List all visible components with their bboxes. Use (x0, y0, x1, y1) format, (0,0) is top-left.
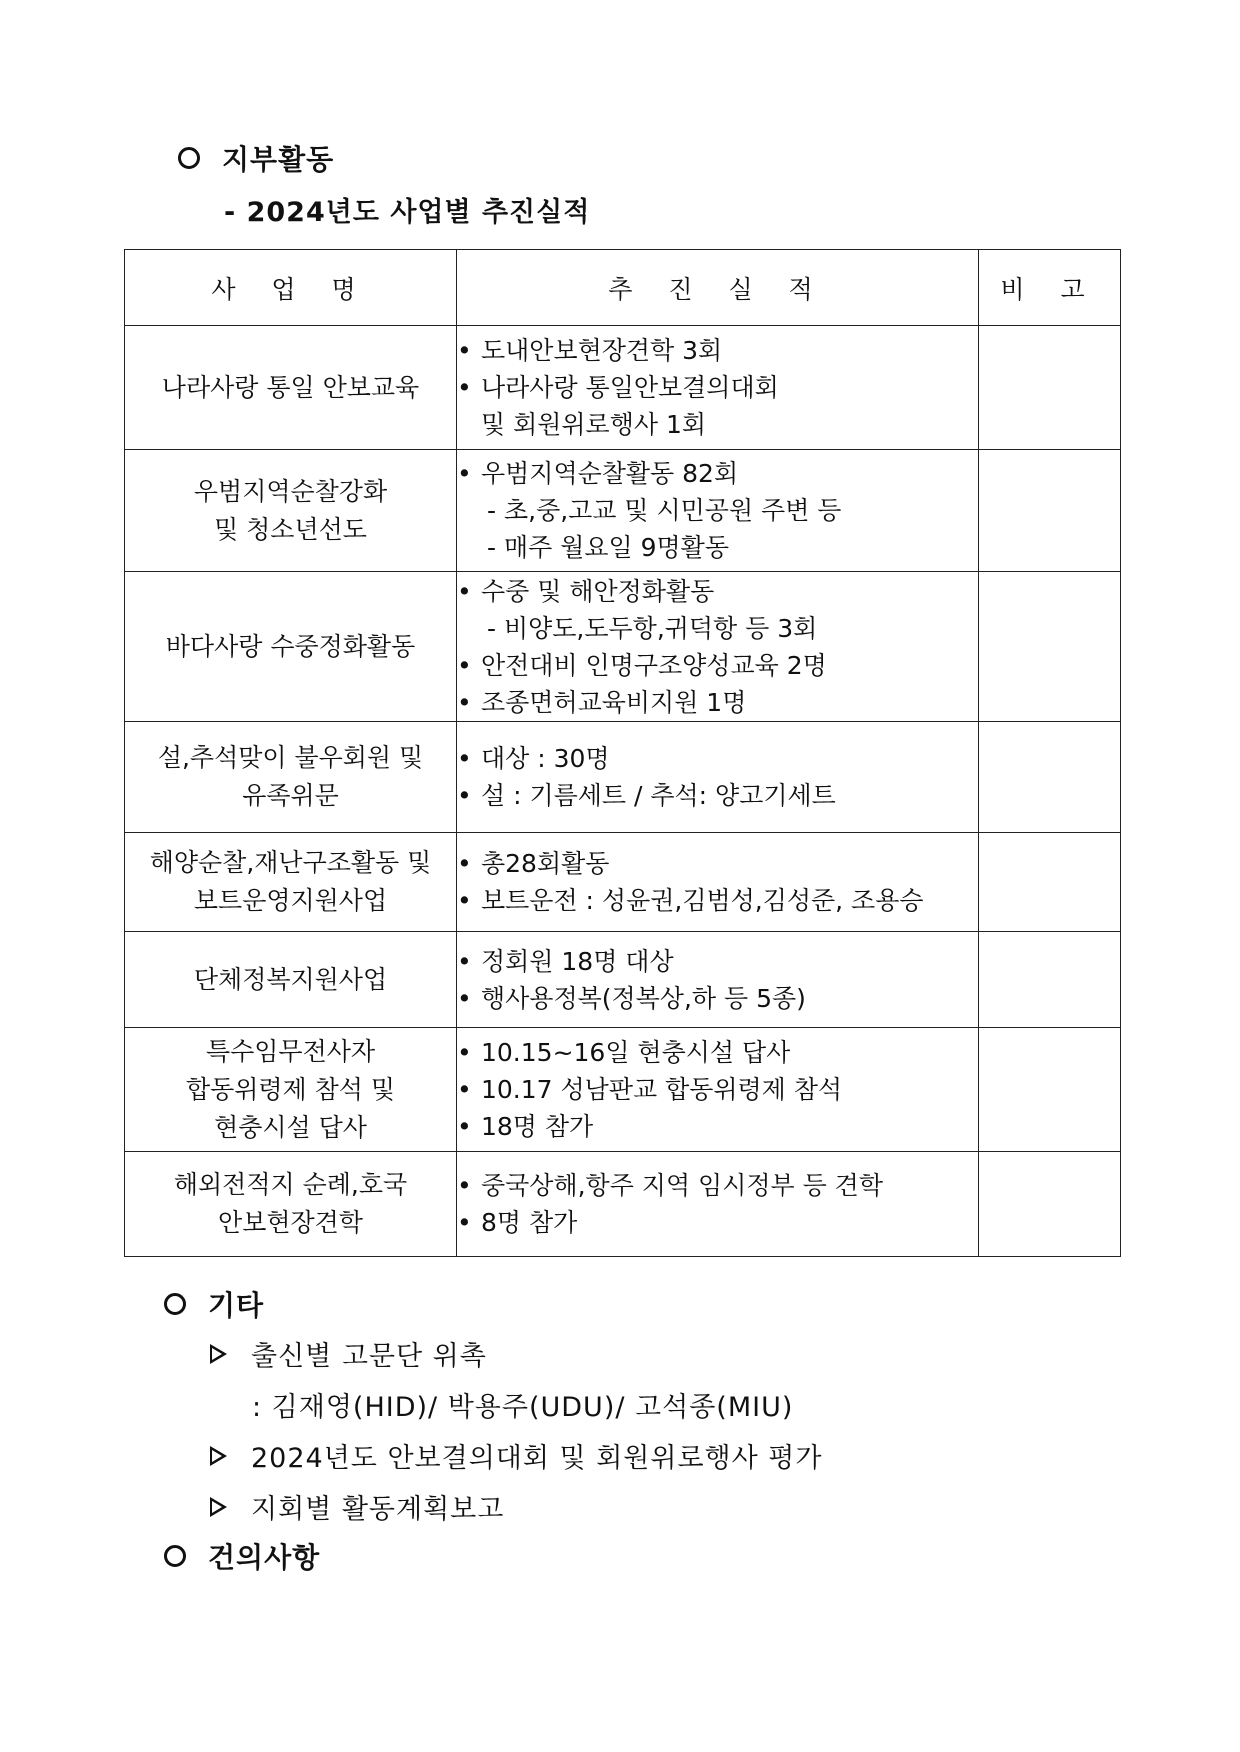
note-cell (979, 932, 1121, 1028)
performance-line (457, 529, 978, 566)
circle-bullet-icon (164, 1293, 186, 1315)
performance-cell (457, 722, 979, 833)
etc-item-text: 지회별 활동계획보고 (251, 1494, 505, 1525)
business-name-cell (125, 450, 457, 572)
business-name-line: 현충시설 답사 (214, 1112, 367, 1142)
note-cell (979, 326, 1121, 450)
business-name-cell (125, 326, 457, 450)
bullet-dot-icon: • (457, 1171, 472, 1200)
business-name-cell (125, 1028, 457, 1152)
etc-item-text: 출신별 고문단 위촉 (251, 1341, 487, 1372)
bullet-dot-icon: • (457, 781, 472, 810)
business-name-line: 설,추석맞이 불우회원 및 (157, 743, 424, 772)
note-cell (979, 1152, 1121, 1257)
business-name-line: 보트운영지원사업 (193, 886, 388, 915)
performance-line (457, 1204, 978, 1241)
triangle-bullet-icon (210, 1497, 227, 1517)
performance-text: 나라사랑 통일안보결의대회 (481, 373, 779, 402)
performance-text: 안전대비 인명구조양성교육 2명 (481, 650, 827, 680)
bullet-dot-icon: • (457, 886, 472, 915)
bullet-dot-icon: • (457, 576, 472, 606)
performance-text: 행사용정복(정복상,하 등 5종) (481, 983, 806, 1013)
business-name-line: 해외전적지 순례,호국 (173, 1170, 408, 1199)
business-name-line: 합동위령제 참석 및 (185, 1074, 396, 1104)
bullet-dot-icon: • (457, 1075, 472, 1104)
bullet-dot-icon: • (457, 459, 472, 488)
bullet-dot-icon: • (457, 1112, 472, 1141)
performance-line (457, 332, 978, 369)
business-name-cell (125, 833, 457, 932)
header-business-name: 사 업 명 (125, 250, 457, 326)
performance-cell (457, 450, 979, 572)
performance-text: - 매주 월요일 9명활동 (487, 533, 729, 562)
bullet-dot-icon: • (457, 1038, 472, 1067)
performance-text: 도내안보현장견학 3회 (481, 336, 723, 365)
table-row (125, 572, 1121, 722)
performance-cell (457, 1028, 979, 1152)
bullet-dot-icon: • (457, 946, 472, 976)
performance-text: 10.15~16일 현충시설 답사 (481, 1038, 791, 1067)
performance-line (457, 492, 978, 529)
performance-cell (457, 833, 979, 932)
business-name-cell (125, 722, 457, 833)
circle-bullet-icon (178, 147, 200, 169)
bullet-dot-icon: • (457, 373, 472, 402)
section-heading-branch (178, 138, 334, 178)
bullet-dot-icon: • (457, 744, 472, 773)
business-name-line: 특수임무전사자 (205, 1036, 376, 1066)
performance-line (457, 610, 978, 647)
performance-line (457, 369, 978, 406)
section-subtitle: - 2024년도 사업별 추진실적 (224, 197, 591, 228)
section-title: 기타 (208, 1289, 265, 1322)
performance-text: 정회원 18명 대상 (481, 946, 674, 976)
business-name-line: 나라사랑 통일 안보교육 (161, 372, 420, 402)
etc-item-advisors (210, 1334, 487, 1373)
performance-text: 조종면허교육비지원 1명 (481, 687, 747, 717)
business-name-line: 단체정복지원사업 (193, 964, 388, 994)
performance-cell (457, 932, 979, 1028)
business-name-line: 해양순찰,재난구조활동 및 (149, 848, 432, 877)
etc-item-advisors-detail (252, 1385, 793, 1424)
header-note: 비 고 (979, 250, 1121, 326)
performance-line (457, 573, 978, 610)
business-name-line: 바다사랑 수중정화활동 (165, 631, 416, 661)
table-row (125, 932, 1121, 1028)
business-name-cell (125, 1152, 457, 1257)
business-name-cell (125, 932, 457, 1028)
performance-line (457, 777, 978, 814)
performance-line (457, 882, 978, 919)
performance-line (457, 406, 978, 443)
bullet-dot-icon: • (457, 336, 472, 365)
note-cell (979, 450, 1121, 572)
performance-text: - 비양도,도두항,귀덕항 등 3회 (487, 613, 818, 643)
table-row (125, 833, 1121, 932)
performance-line (457, 943, 978, 980)
table-row (125, 450, 1121, 572)
business-name-line: 우범지역순찰강화 (193, 476, 388, 506)
performance-line (457, 1167, 978, 1204)
business-name-line: 및 청소년선도 (214, 514, 367, 544)
section-title: 지부활동 (222, 143, 335, 176)
performance-text: 18명 참가 (481, 1112, 594, 1141)
bullet-dot-icon: • (457, 983, 472, 1013)
section-heading-etc (164, 1284, 264, 1324)
performance-line (457, 1108, 978, 1145)
performance-text: 수중 및 해안정화활동 (481, 576, 715, 606)
performance-table (124, 249, 1121, 1257)
bullet-dot-icon: • (457, 849, 472, 878)
performance-text: 총28회활동 (481, 849, 610, 878)
performance-text: 설 : 기름세트 / 추석: 양고기세트 (481, 781, 836, 810)
note-cell (979, 1028, 1121, 1152)
table-row (125, 1028, 1121, 1152)
performance-line (457, 845, 978, 882)
etc-item-plan-report (210, 1487, 504, 1526)
business-name-line: 안보현장견학 (218, 1208, 363, 1237)
business-name-cell (125, 572, 457, 722)
table-row (125, 1152, 1121, 1257)
performance-line (457, 740, 978, 777)
section-heading-suggestions (164, 1536, 320, 1576)
etc-item-evaluation (210, 1436, 822, 1475)
triangle-bullet-icon (210, 1344, 227, 1364)
table-row (125, 326, 1121, 450)
performance-text: 중국상해,항주 지역 임시정부 등 견학 (481, 1171, 883, 1200)
bullet-dot-icon: • (457, 650, 472, 680)
performance-line (457, 455, 978, 492)
performance-text: 8명 참가 (481, 1208, 578, 1237)
performance-text: 대상 : 30명 (481, 744, 610, 773)
performance-text: 및 회원위로행사 1회 (481, 410, 706, 439)
bullet-dot-icon: • (457, 1208, 472, 1237)
performance-line (457, 684, 978, 721)
bullet-dot-icon: • (457, 687, 472, 717)
section-title: 건의사항 (208, 1541, 321, 1574)
business-name-line: 유족위문 (242, 781, 339, 810)
triangle-bullet-icon (210, 1446, 227, 1466)
note-cell (979, 833, 1121, 932)
circle-bullet-icon (164, 1545, 186, 1567)
table-header-row (125, 250, 1121, 326)
note-cell (979, 572, 1121, 722)
performance-text: - 초,중,고교 및 시민공원 주변 등 (487, 496, 842, 525)
performance-cell (457, 326, 979, 450)
etc-item-text: 2024년도 안보결의대회 및 회원위로행사 평가 (251, 1443, 823, 1474)
performance-cell (457, 572, 979, 722)
performance-cell (457, 1152, 979, 1257)
performance-line (457, 647, 978, 684)
etc-item-detail-text: : 김재영(HID)/ 박용주(UDU)/ 고석종(MIU) (252, 1392, 794, 1423)
header-performance: 추 진 실 적 (457, 250, 979, 326)
performance-text: 보트운전 : 성윤권,김범성,김성준, 조용승 (481, 886, 924, 915)
performance-text: 10.17 성남판교 합동위령제 참석 (481, 1075, 843, 1104)
performance-line (457, 1071, 978, 1108)
note-cell (979, 722, 1121, 833)
performance-text: 우범지역순찰활동 82회 (481, 459, 739, 488)
performance-line (457, 1034, 978, 1071)
performance-line (457, 980, 978, 1017)
table-row (125, 722, 1121, 833)
